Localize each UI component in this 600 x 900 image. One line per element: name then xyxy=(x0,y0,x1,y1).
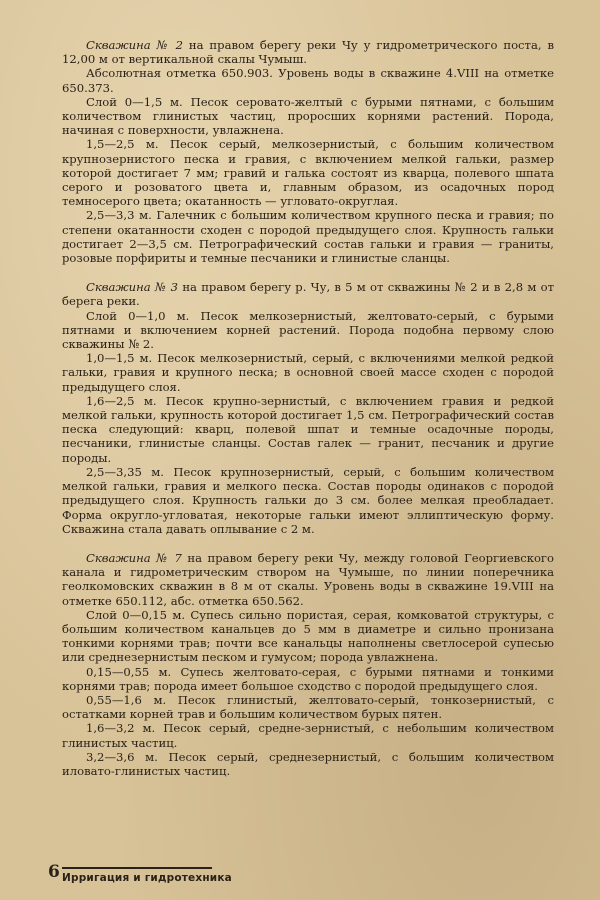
section-title: Скважина № 3 xyxy=(86,280,179,295)
section-title: Скважина № 2 xyxy=(86,38,183,52)
paragraph: 1,5—2,5 м. Песок серый, мелкозернистый, с большим количеством крупнозернистого песка и гравия, с включением мелкой гальки, размер которой достигает 7 мм; гравий и галька состоят из кварца, полевого шпата серого и розоватого цвета и, главным образом, из осадочных пород темносерого цвета; окатанность — угловато-округлая. xyxy=(62,137,554,209)
paragraph: 3,2—3,6 м. Песок серый, среднезернистый, с большим количеством иловато-глинистых частиц. xyxy=(62,749,554,778)
section-borehole-2 xyxy=(62,38,554,265)
journal-title: Ирригация и гидротехника xyxy=(62,872,232,884)
paragraph: Слой 0—1,5 м. Песок серовато-желтый с бурыми пятнами, с большим количеством глинистых частиц, проросших корнями растений. Порода, начиная с поверхности, увлажнена. xyxy=(62,94,554,138)
paragraph: Абсолютная отметка 650.903. Уровень воды в скважине 4.VIII на отметке 650.373. xyxy=(62,66,554,95)
paragraph: 2,5—3,35 м. Песок крупнозернистый, серый, с большим количеством мелкой гальки, гравия и мелкого песка. Состав породы одинаков с породой предыдущего слоя. Крупность гальки до 3 см. более мелкая преобладает. Форма округло-угловатая, некоторые гальки имеют эллиптическую форму. Скважина стала давать оплывание с 2 м. xyxy=(62,464,554,536)
paragraph: на правом берегу р. Чу, в 5 м от скважины № 2 и в 2,8 м от берега реки. xyxy=(62,280,554,309)
paragraph: Слой 0—1,0 м. Песок мелкозернистый, желтовато-серый, с бурыми пятнами и включением корней растений. Порода подобна первому слою скважины № 2. xyxy=(62,308,554,352)
paragraph: 1,0—1,5 м. Песок мелкозернистый, серый, с включениями мелкой редкой гальки, гравия и крупного песка; в основной своей массе сходен с породой предыдущего слоя. xyxy=(62,351,554,394)
paragraph: Слой 0—0,15 м. Супесь сильно пористая, серая, комковатой структуры, с большим количеством канальцев до 5 мм в диаметре и сильно пронизана тонкими корнями трав; почти все канальцы наполнены светлосерой супесью или среднезернистым песком и гумусом; порода увлажнена. xyxy=(62,607,554,665)
section-borehole-7 xyxy=(62,551,554,778)
paragraph: 0,55—1,6 м. Песок глинистый, желтовато-серый, тонкозернистый, с остатками корней трав и большим количеством бурых пятен. xyxy=(62,692,554,722)
paragraph: 0,15—0,55 м. Супесь желтовато-серая, с бурыми пятнами и тонкими корнями трав; порода имеет большое сходство с породой предыдущего слоя. xyxy=(62,664,554,693)
paragraph: на правом берегу реки Чу, между головой Георгиевского канала и гидрометрическим створом на Чумыше, по линии поперечника геолкомовских скважин в 8 м от скалы. Уровень воды в скважине 19.VIII на отметке 650.112, абс. отметка 650.562. xyxy=(62,550,554,608)
section-borehole-3 xyxy=(62,280,554,536)
paragraph: 1,6—3,2 м. Песок серый, средне-зернистый, с небольшим количеством глинистых частиц. xyxy=(62,721,554,750)
section-title: Скважина № 7 xyxy=(86,550,182,565)
section-lead xyxy=(62,280,554,308)
section-lead xyxy=(62,38,554,66)
page-footer xyxy=(48,860,558,886)
section-lead xyxy=(62,551,554,608)
paragraph: 1,6—2,5 м. Песок крупно-зернистый, с включением гравия и редкой мелкой гальки, крупность которой достигает 1,5 см. Петрографический состав песка следующий: кварц, полевой шпат и темные осадочные породы, песчаники, глинистые сланцы. Состав галек — гранит, песчаник и другие породы. xyxy=(62,393,554,465)
paragraph: на правом берегу реки Чу у гидрометрического поста, в 12,00 м от вертикальной скалы Чумыш. xyxy=(62,38,554,67)
paragraph: 2,5—3,3 м. Галечник с большим количеством крупного песка и гравия; по степени окатанности сходен с породой предыдущего слоя. Крупность гальки достигает 2—3,5 см. Петрографический состав гальки и гравия — граниты, розовые порфириты и темные песчаники и глинистые сланцы. xyxy=(62,208,554,266)
page-number: 6 xyxy=(48,862,60,882)
footer-rule xyxy=(62,867,212,869)
